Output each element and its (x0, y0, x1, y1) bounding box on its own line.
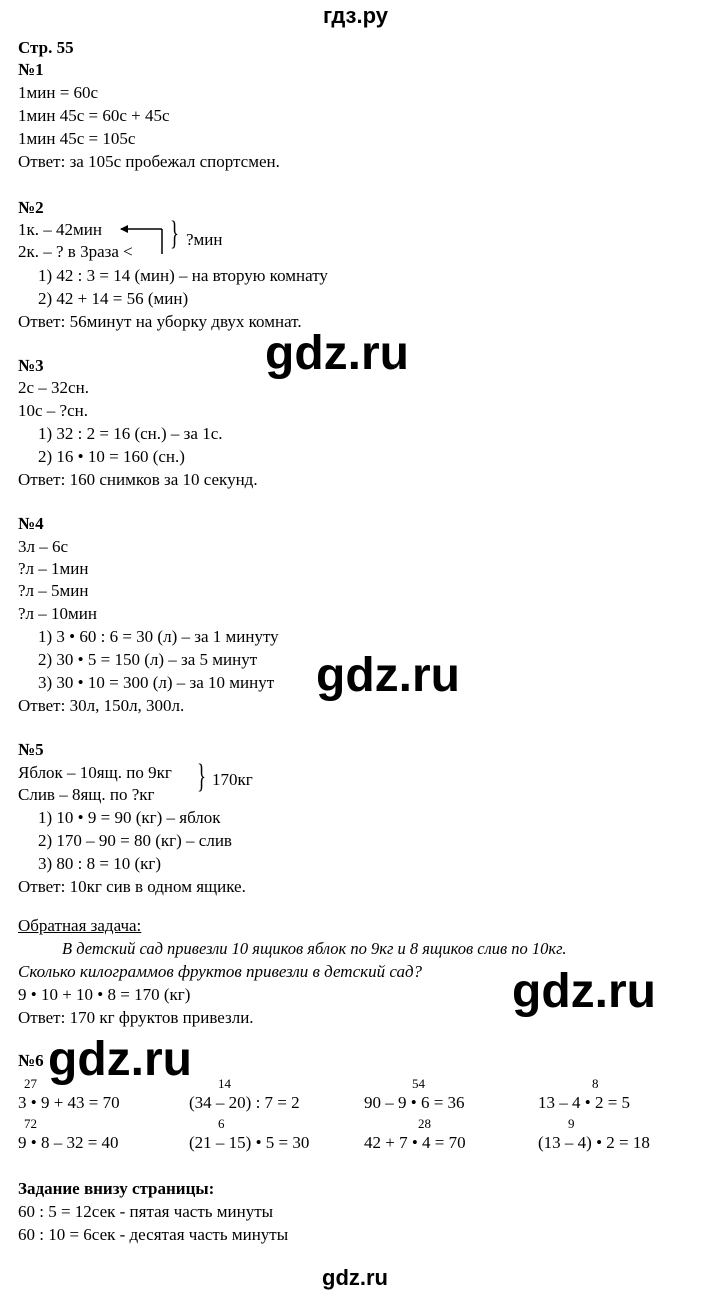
task-6-intermediate: 6 (218, 1116, 225, 1131)
task-3-condition: 10с – ?сн. (18, 401, 88, 420)
task-5-condition: Слив – 8ящ. по ?кг (18, 785, 155, 804)
task-2-condition: 2к. – ? в 3раза < (18, 242, 133, 261)
task-3-answer: Ответ: 160 снимков за 10 секунд. (18, 470, 258, 489)
task-6-expression: (21 – 15) • 5 = 30 (189, 1133, 310, 1152)
watermark: gdz.ru (316, 649, 460, 702)
task-5-step: 2) 170 – 90 = 80 (кг) – слив (38, 831, 232, 850)
reverse-task-text: Сколько килограммов фруктов привезли в детский сад? (18, 962, 423, 981)
task-4-step: 2) 30 • 5 = 150 (л) – за 5 минут (38, 650, 258, 669)
task-6-expression: 9 • 8 – 32 = 40 (18, 1133, 119, 1152)
task-6-expression: (13 – 4) • 2 = 18 (538, 1133, 650, 1152)
task-3-step: 2) 16 • 10 = 160 (сн.) (38, 447, 185, 466)
task-5-step: 1) 10 • 9 = 90 (кг) – яблок (38, 808, 221, 827)
task-6-intermediate: 9 (568, 1116, 575, 1131)
task-1-line: 1мин 45с = 60с + 45с (18, 106, 170, 125)
task-5-answer: Ответ: 10кг сив в одном ящике. (18, 877, 246, 896)
reverse-task-title: Обратная задача: (18, 916, 142, 935)
task-6-intermediate: 28 (418, 1116, 431, 1131)
watermark-bottom: gdz.ru (322, 1265, 388, 1290)
task-6-intermediate: 54 (412, 1076, 425, 1091)
reverse-task-answer: Ответ: 170 кг фруктов привезли. (18, 1008, 254, 1027)
task-1-line: 1мин 45с = 105с (18, 129, 136, 148)
bottom-task-line: 60 : 10 = 6сек - десятая часть минуты (18, 1225, 289, 1244)
task-4-step: 1) 3 • 60 : 6 = 30 (л) – за 1 минуту (38, 627, 279, 646)
task-6-expression: 42 + 7 • 4 = 70 (364, 1133, 466, 1152)
task-4-condition: ?л – 1мин (18, 559, 89, 578)
watermark: gdz.ru (48, 1033, 192, 1086)
task-5-title: №5 (18, 740, 44, 759)
task-2-answer: Ответ: 56минут на уборку двух комнат. (18, 312, 302, 331)
bottom-task-title: Задание внизу страницы: (18, 1179, 215, 1198)
task-4-step: 3) 30 • 10 = 300 (л) – за 10 минут (38, 673, 275, 692)
task-6-expression: 13 – 4 • 2 = 5 (538, 1093, 631, 1112)
task-6-title: №6 (18, 1051, 44, 1070)
task-4-condition: ?л – 10мин (18, 604, 97, 623)
task-4-title: №4 (18, 514, 44, 533)
task-6-intermediate: 8 (592, 1076, 599, 1091)
task-2-brace-label: ?мин (186, 230, 223, 249)
task-3-condition: 2с – 32сн. (18, 378, 89, 397)
task-6-expression: 3 • 9 + 43 = 70 (18, 1093, 120, 1112)
task-4-condition: 3л – 6с (18, 537, 69, 556)
task-5-condition: Яблок – 10ящ. по 9кг (18, 763, 172, 782)
task-5-step: 3) 80 : 8 = 10 (кг) (38, 854, 162, 873)
task-2-step: 2) 42 + 14 = 56 (мин) (38, 289, 189, 308)
page-number: Стр. 55 (18, 38, 74, 57)
task-1-answer: Ответ: за 105с пробежал спортсмен. (18, 152, 280, 171)
watermark: gdz.ru (512, 965, 656, 1018)
task-6-intermediate: 14 (218, 1076, 231, 1091)
task-2-title: №2 (18, 198, 44, 217)
task-5-brace-label: 170кг (212, 770, 253, 789)
task-6-expression: (34 – 20) : 7 = 2 (189, 1093, 300, 1112)
task-2-step: 1) 42 : 3 = 14 (мин) – на вторую комнату (38, 266, 328, 285)
task-1-line: 1мин = 60с (18, 83, 99, 102)
bottom-task-line: 60 : 5 = 12сек - пятая часть минуты (18, 1202, 274, 1221)
brace-icon: } (170, 215, 179, 252)
watermark: gdz.ru (265, 327, 409, 380)
task-6-intermediate: 72 (24, 1116, 37, 1131)
task-6-expression: 90 – 9 • 6 = 36 (364, 1093, 465, 1112)
task-6-intermediate: 27 (24, 1076, 37, 1091)
watermark-top: гдз.ру (323, 3, 388, 28)
task-2-condition: 1к. – 42мин (18, 220, 102, 239)
task-4-condition: ?л – 5мин (18, 581, 89, 600)
brace-icon: } (197, 758, 206, 795)
task-4-answer: Ответ: 30л, 150л, 300л. (18, 696, 185, 715)
reverse-task-text: В детский сад привезли 10 ящиков яблок по 9кг и 8 ящиков слив по 10кг. (62, 939, 567, 958)
task-1-title: №1 (18, 60, 44, 79)
reverse-task-calc: 9 • 10 + 10 • 8 = 170 (кг) (18, 985, 191, 1004)
task-3-title: №3 (18, 356, 44, 375)
task-3-step: 1) 32 : 2 = 16 (сн.) – за 1с. (38, 424, 223, 443)
